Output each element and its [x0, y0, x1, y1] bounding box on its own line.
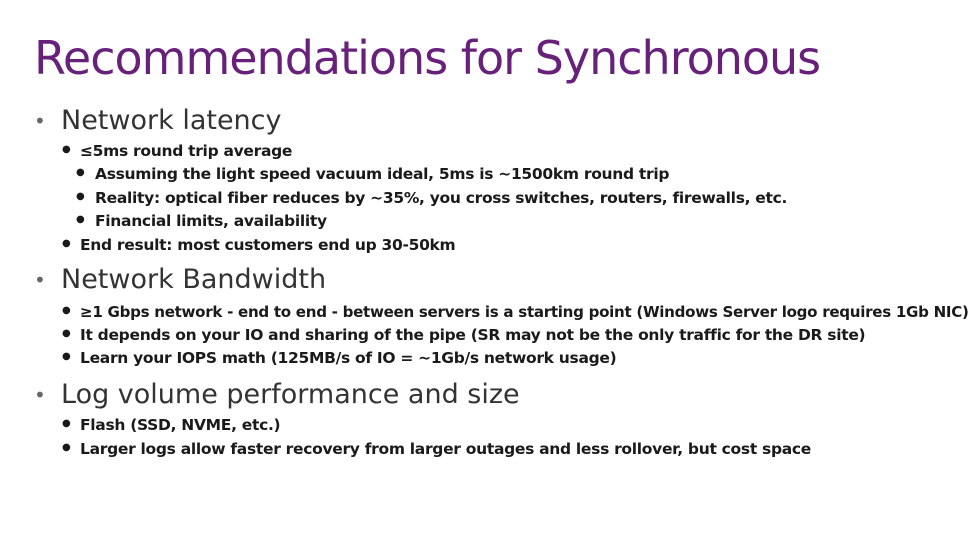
- section-heading-text: Network Bandwidth: [61, 264, 327, 295]
- sub-bullet-icon: ●: [62, 305, 71, 316]
- sub-bullet-icon: ●: [62, 351, 71, 362]
- sub-bullet-icon: ●: [76, 214, 85, 225]
- list-item-text: It depends on your IO and sharing of the pipe (SR may not be the only traffic for the DR site): [80, 326, 866, 344]
- list-item-text: Larger logs allow faster recovery from larger outages and less rollover, but cost space: [80, 440, 812, 458]
- list-item-text: Reality: optical fiber reduces by ~35%, you cross switches, routers, firewalls, etc.: [95, 189, 788, 207]
- slide-title: Recommendations for Synchronous: [34, 31, 821, 85]
- list-item-text: ≥1 Gbps network - end to end - between servers is a starting point (Windows Server logo requires 1Gb NIC): [80, 303, 969, 321]
- list-item-text: Financial limits, availability: [95, 212, 327, 230]
- bullet-icon: •: [34, 109, 46, 133]
- list-item-text: Learn your IOPS math (125MB/s of IO = ~1Gb/s network usage): [80, 349, 617, 367]
- sub-bullet-icon: ●: [76, 191, 85, 202]
- sub-bullet-icon: ●: [62, 328, 71, 339]
- bullet-icon: •: [34, 383, 46, 407]
- bullet-icon: •: [34, 268, 46, 292]
- sub-bullet-icon: ●: [62, 442, 71, 453]
- section-heading-text: Network latency: [61, 105, 282, 136]
- sub-bullet-icon: ●: [62, 238, 71, 249]
- list-item-text: ≤5ms round trip average: [80, 142, 293, 160]
- sub-bullet-icon: ●: [62, 418, 71, 429]
- sub-bullet-icon: ●: [62, 144, 71, 155]
- list-item-text: Flash (SSD, NVME, etc.): [80, 416, 281, 434]
- list-item-text: End result: most customers end up 30-50km: [80, 236, 456, 254]
- section-heading-text: Log volume performance and size: [61, 379, 520, 410]
- sub-bullet-icon: ●: [76, 167, 85, 178]
- list-item-text: Assuming the light speed vacuum ideal, 5ms is ~1500km round trip: [95, 165, 670, 183]
